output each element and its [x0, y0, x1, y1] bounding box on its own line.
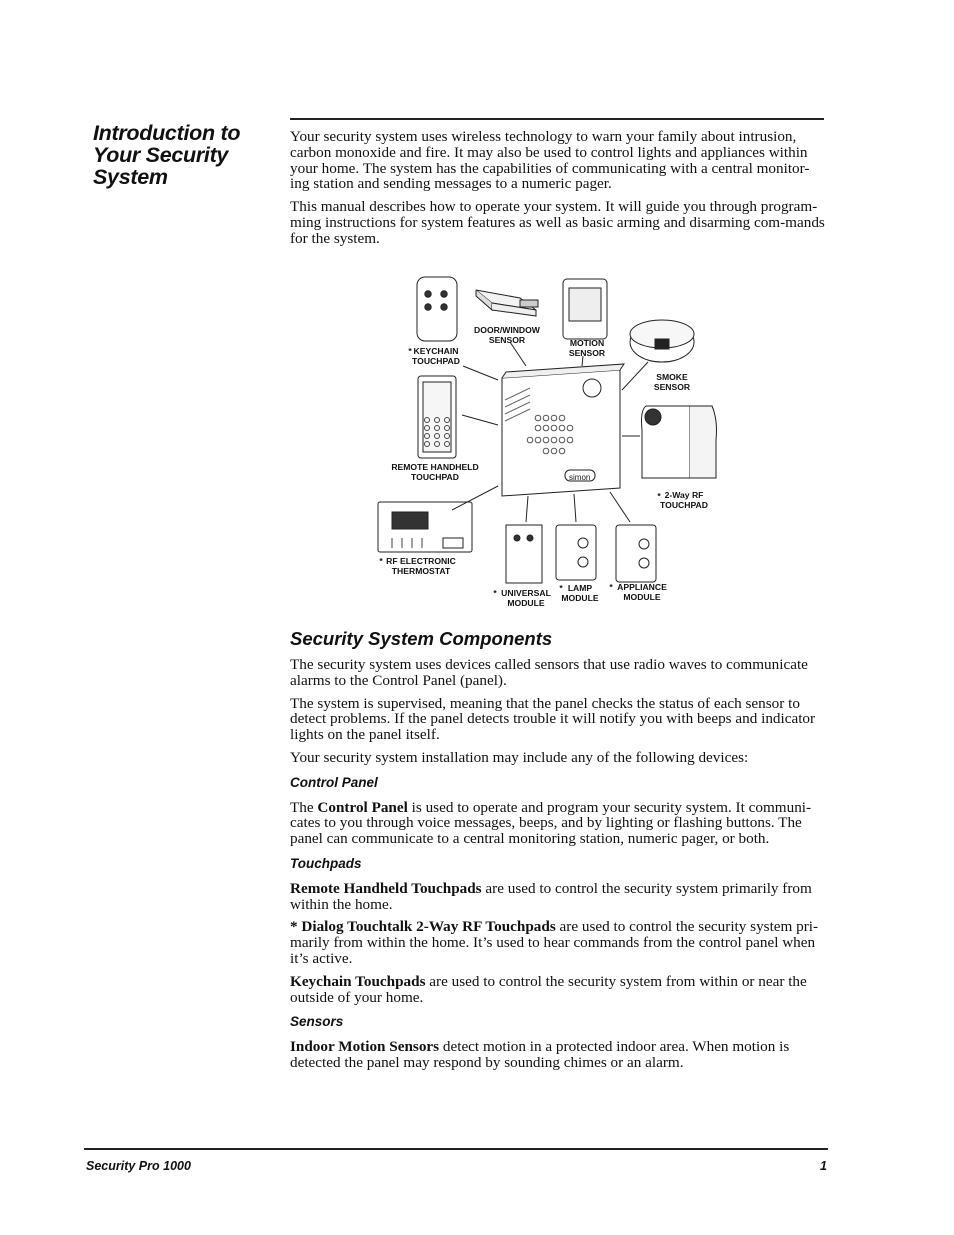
universal-label-line: MODULE — [507, 598, 545, 608]
touchpad-paragraph — [290, 919, 828, 966]
appliance-label — [612, 582, 672, 602]
two-way-label-line: TOUCHPAD — [660, 500, 708, 510]
control-panel-icon — [502, 364, 624, 496]
control-panel-paragraph — [290, 800, 828, 847]
universal-asterisk: * — [493, 588, 497, 598]
page-number: 1 — [820, 1159, 827, 1173]
text-bold: Remote Handheld Touchpads — [290, 879, 482, 897]
chapter-title-line: Introduction to — [93, 121, 241, 145]
door-window-label-line: DOOR/WINDOW — [474, 325, 540, 335]
intro-paragraph: Your security system uses wireless technology to warn your family about intrusion, carbon monoxide and fire. It may also be used to control lights and appliances within your home. The system has the capabilities of communicating with a central monitor-ing station and sending messages to a numeric pager. — [290, 128, 810, 193]
lamp-label-line: MODULE — [561, 593, 599, 603]
thermostat-asterisk: * — [379, 556, 383, 566]
text-bold: * Dialog Touchtalk 2-Way RF Touchpads — [290, 918, 556, 936]
remote-handheld-label-line: TOUCHPAD — [411, 472, 459, 482]
components-paragraph: The system is supervised, meaning that the panel checks the status of each sensor to detect problems. If the panel detects trouble it will notify you with beeps and indicator lights on the panel itself. — [290, 694, 816, 744]
door-window-sensor-icon — [476, 290, 538, 316]
thermostat-label — [384, 556, 458, 576]
components-paragraph: The security system uses devices called sensors that use radio waves to communicate alarms to the Control Panel (panel). — [290, 656, 808, 689]
subsection-heading: Control Panel — [290, 774, 378, 790]
text-run: are used to control the security system pri-marily from within the home. It’s used to hear commands from the control panel when it’s active. — [290, 918, 819, 967]
smoke-label — [646, 372, 698, 392]
lamp-label — [558, 583, 602, 603]
keychain-touchpad-icon — [417, 277, 457, 341]
text-bold: Control Panel — [317, 798, 408, 816]
keychain-label — [412, 346, 460, 366]
intro-paragraph: This manual describes how to operate your system. It will guide you through program-ming instructions for system features as well as basic arming and disarming com-mands for the system. — [290, 198, 825, 247]
footer-title: Security Pro 1000 — [86, 1159, 191, 1173]
remote-handheld-label-line: REMOTE HANDHELD — [391, 462, 479, 472]
remote-handheld-label — [384, 462, 486, 482]
universal-module-icon — [506, 525, 542, 583]
chapter-title — [93, 122, 283, 188]
text-run: The — [290, 798, 318, 816]
two-way-asterisk: * — [657, 491, 661, 501]
chapter-title-line: System — [93, 165, 168, 189]
panel-brand: simon — [569, 473, 591, 482]
bottom-rule — [84, 1148, 828, 1150]
keychain-asterisk: * — [408, 346, 412, 356]
universal-label-line: UNIVERSAL — [501, 588, 551, 598]
touchpad-paragraph — [290, 974, 828, 1006]
smoke-sensor-icon — [630, 320, 694, 362]
components-section — [290, 657, 828, 1078]
appliance-module-icon — [616, 525, 656, 582]
components-paragraph: Your security system installation may include any of the following devices: — [290, 748, 749, 766]
text-bold: Indoor Motion Sensors — [290, 1038, 440, 1056]
top-rule — [290, 118, 824, 120]
lamp-asterisk: * — [559, 583, 563, 593]
text-run: are used to control the security system from within or near the outside of your home. — [290, 972, 807, 1006]
sensor-paragraph — [290, 1039, 828, 1071]
touchpad-paragraph — [290, 881, 828, 913]
text-run: is used to operate and program your security system. It communi-cates to you through voice messages, beeps, and by lighting or flashing buttons. The panel can communicate to a central monitoring station, numeric pager, or both. — [290, 798, 812, 848]
text-run: detect motion in a protected indoor area. When motion is detected the panel may respond by sounding chimes or an alarm. — [290, 1038, 790, 1071]
smoke-label-line: SENSOR — [653, 382, 691, 392]
text-bold: Keychain Touchpads — [290, 972, 426, 990]
text-run: are used to control the security system primarily from within the home. — [290, 879, 812, 913]
motion-label-line: SENSOR — [568, 348, 606, 358]
door-window-label-line: SENSOR — [488, 335, 526, 345]
system-diagram — [370, 270, 730, 615]
smoke-label-line: SMOKE — [656, 372, 688, 382]
remote-handheld-touchpad-icon — [418, 376, 456, 458]
two-way-label-line: 2-Way RF — [664, 490, 704, 500]
two-way-label — [658, 490, 710, 510]
two-way-touchpad-icon — [642, 406, 717, 478]
appliance-asterisk: * — [609, 582, 613, 592]
section-heading: Security System Components — [290, 628, 553, 649]
keychain-label-line: TOUCHPAD — [412, 356, 460, 366]
door-window-label — [468, 325, 546, 345]
intro-section — [290, 129, 828, 254]
appliance-label-line: MODULE — [623, 592, 661, 602]
keychain-label-line: KEYCHAIN — [413, 346, 459, 356]
lamp-label-line: LAMP — [567, 583, 593, 593]
chapter-title-line: Your Security — [93, 143, 229, 167]
subsection-heading: Touchpads — [290, 855, 362, 871]
motion-label-line: MOTION — [569, 338, 605, 348]
universal-label — [498, 588, 554, 608]
motion-label — [562, 338, 612, 358]
thermostat-label-line: THERMOSTAT — [391, 566, 451, 576]
appliance-label-line: APPLIANCE — [617, 582, 667, 592]
thermostat-label-line: RF ELECTRONIC — [386, 556, 456, 566]
lamp-module-icon — [556, 525, 596, 580]
subsection-heading: Sensors — [290, 1014, 344, 1030]
thermostat-icon — [378, 502, 472, 552]
